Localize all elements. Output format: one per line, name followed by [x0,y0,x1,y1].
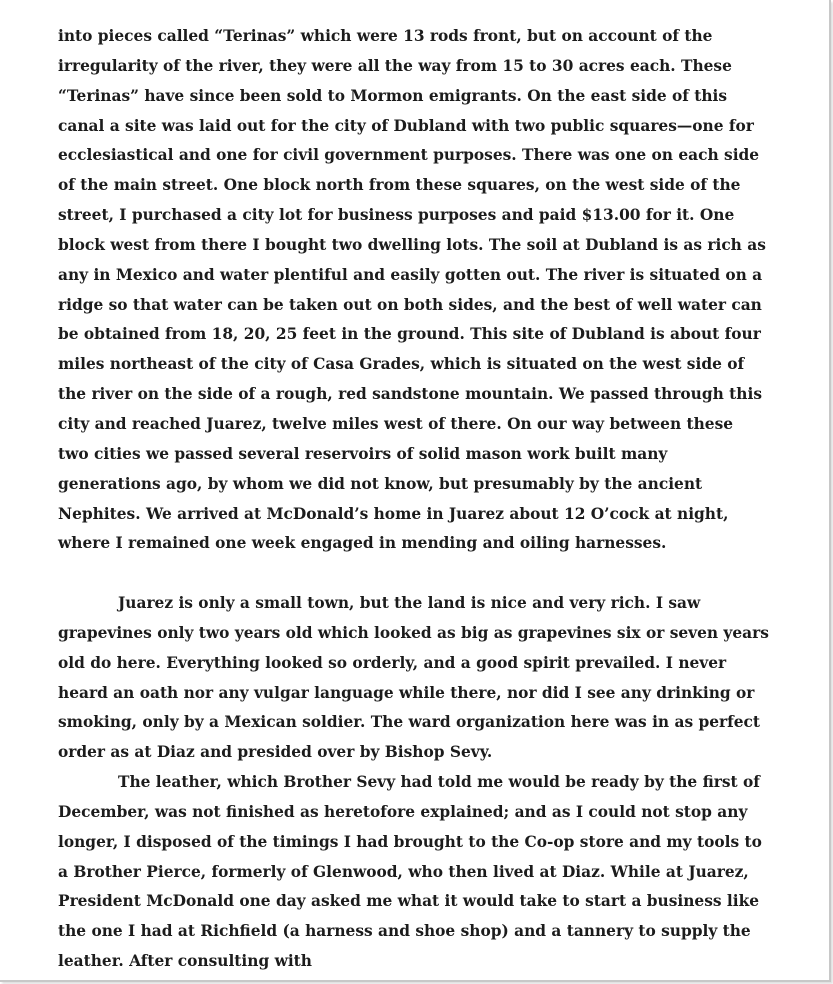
text-line-indented: Juarez is only a small town, but the land is nice and very rich. I saw [118,594,701,613]
text-line: “Terinas” have since been sold to Mormon emigrants. On the east side of this [58,86,728,105]
text-line: two cities we passed several reservoirs of solid mason work built many [58,444,668,463]
text-line: generations ago, by whom we did not know, but presumably by the ancient [58,474,703,493]
text-line: December, was not finished as heretofore explained; and as I could not stop any [58,802,748,821]
text-line: of the main street. One block north from these squares, on the west side of the [58,176,741,195]
text-line: the river on the side of a rough, red sandstone mountain. We passed through this [58,385,762,404]
text-line: miles northeast of the city of Casa Grades, which is situated on the west side of [58,355,745,374]
text-line: President McDonald one day asked me what it would take to start a business like [58,892,760,911]
text-line: any in Mexico and water plentiful and easily gotten out. The river is situated on a [58,265,763,284]
text-line: canal a site was laid out for the city of Dubland with two public squares—one for [58,116,754,135]
text-line: block west from there I bought two dwelling lots. The soil at Dubland is as rich as [58,235,766,254]
text-line: leather. After consulting with [58,952,312,971]
text-line: city and reached Juarez, twelve miles west of there. On our way between these [58,414,734,433]
paragraph-1 [58,22,798,559]
text-line: be obtained from 18, 20, 25 feet in the ground. This site of Dubland is about four [58,325,761,344]
document-text [58,22,798,977]
text-line: longer, I disposed of the timings I had brought to the Co-op store and my tools to [58,832,762,851]
text-line: ridge so that water can be taken out on both sides, and the best of well water can [58,295,762,314]
text-line: a Brother Pierce, formerly of Glenwood, who then lived at Diaz. While at Juarez, [58,862,749,881]
text-line: irregularity of the river, they were all the way from 15 to 30 acres each. These [58,56,732,75]
text-line: heard an oath nor any vulgar language while there, nor did I see any drinking or [58,683,755,702]
text-line-indented: The leather, which Brother Sevy had told me would be ready by the first of [118,773,760,792]
text-line: into pieces called “Terinas” which were 13 rods front, but on account of the [58,27,713,45]
paragraph-3 [58,768,798,977]
text-line: order as at Diaz and presided over by Bishop Sevy. [58,743,493,762]
text-line: grapevines only two years old which looked as big as grapevines six or seven years [58,623,769,642]
paragraph-2 [58,589,798,768]
text-line: Nephites. We arrived at McDonald’s home in Juarez about 12 O’cock at night, [58,504,729,523]
text-line: ecclesiastical and one for civil government purposes. There was one on each side [58,146,760,165]
paragraph-spacer [58,559,798,589]
text-line: where I remained one week engaged in mending and oiling harnesses. [58,534,667,553]
text-line: smoking, only by a Mexican soldier. The ward organization here was in as perfect [58,713,761,732]
text-line: the one I had at Richfield (a harness and shoe shop) and a tannery to supply the [58,922,751,941]
text-line: old do here. Everything looked so orderly, and a good spirit prevailed. I never [58,653,727,672]
text-line: street, I purchased a city lot for business purposes and paid $13.00 for it. One [58,206,735,225]
